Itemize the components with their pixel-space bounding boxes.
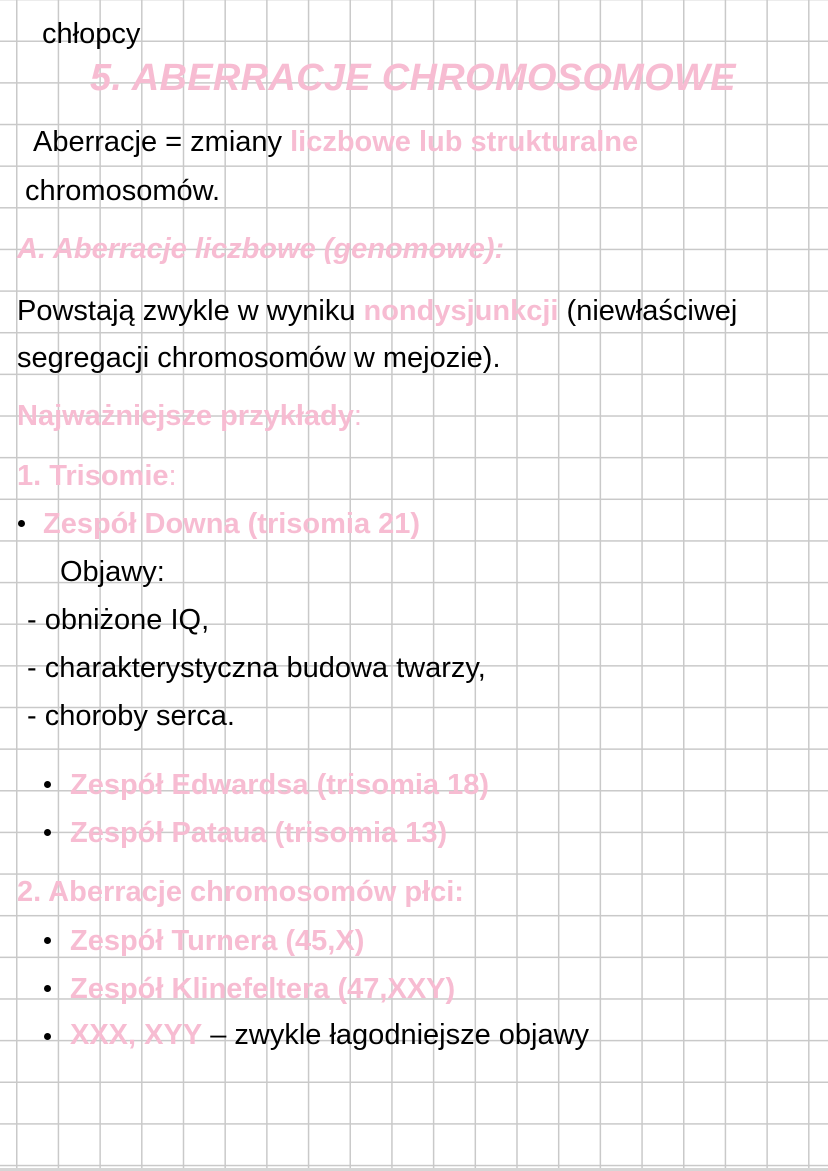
trisomies-heading: [17, 462, 177, 491]
definition-suffix: chromosomów.: [25, 175, 221, 207]
definition-line: [33, 128, 638, 157]
sex-item-turner: Zespół Turnera (45,X): [70, 925, 365, 957]
examples-label-text: Najważniejsze przykłady: [17, 400, 354, 432]
sex-item-klinefelter: Zespół Klinefeltera (47,XXY): [70, 973, 456, 1005]
section-a-paragraph-line2: segregacji chromosomów w mejozie).: [17, 342, 501, 374]
sex-item-xxx-xyy-note: – zwykle łagodniejsze objawy: [202, 1019, 590, 1051]
bullet-icon: [44, 985, 51, 992]
para-suffix: (niewłaściwej: [558, 295, 738, 327]
bullet-icon: [44, 1033, 51, 1040]
trisomy-item-edwards: Zespół Edwardsa (trisomia 18): [70, 769, 490, 801]
symptoms-label: Objawy:: [60, 556, 165, 588]
para-highlight: nondysjunkcji: [363, 295, 559, 327]
bullet-icon: [44, 937, 51, 944]
sex-item-xxx-xyy: [70, 1021, 589, 1050]
definition-highlight: liczbowe lub strukturalne: [290, 126, 639, 158]
symptom-item: - choroby serca.: [27, 700, 235, 732]
trisomies-heading-text: 1. Trisomie: [17, 460, 169, 492]
bullet-icon: [18, 520, 25, 527]
symptom-item: - obniżone IQ,: [27, 604, 210, 636]
sex-chromosomes-heading: 2. Aberracje chromosomów płci:: [17, 876, 464, 908]
trisomies-colon: :: [168, 460, 177, 492]
trisomy-item-patau: Zespół Pataua (trisomia 13): [70, 817, 448, 849]
para-prefix: Powstają zwykle w wyniku: [17, 295, 364, 327]
previous-text-fragment: chłopcy: [42, 18, 141, 50]
trisomy-item-down: Zespół Downa (trisomia 21): [43, 508, 421, 540]
symptom-item: - charakterystyczna budowa twarzy,: [27, 652, 486, 684]
bullet-icon: [44, 781, 51, 788]
bullet-icon: [44, 829, 51, 836]
examples-colon: :: [353, 400, 362, 432]
section-a-heading: A. Aberracje liczbowe (genomowe):: [17, 233, 505, 265]
section-title: 5. ABERRACJE CHROMOSOMOWE: [90, 57, 736, 99]
sex-item-xxx-xyy-label: XXX, XYY: [70, 1019, 203, 1051]
examples-label: [17, 402, 362, 431]
definition-prefix: Aberracje = zmiany: [33, 126, 291, 158]
section-a-paragraph-line1: [17, 297, 737, 326]
